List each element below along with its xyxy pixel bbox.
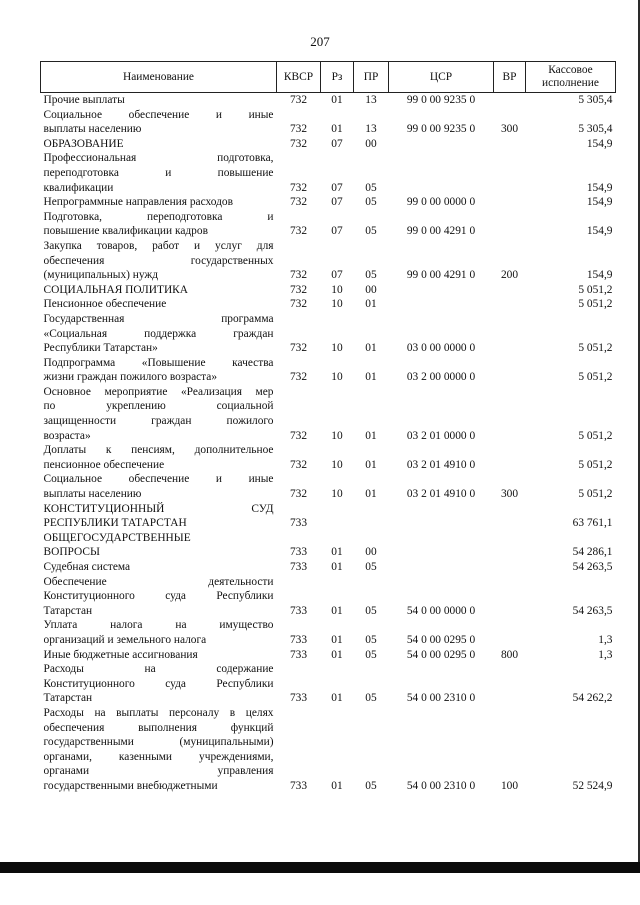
cell-sum: 5 051,2 xyxy=(578,488,613,501)
cell-kvsr: 732 xyxy=(289,269,308,282)
cell-vr xyxy=(494,297,526,312)
cell-sum: 154,9 xyxy=(586,269,613,282)
cell-csr: 03 2 01 4910 0 xyxy=(406,488,476,501)
cell-kvsr: 733 xyxy=(289,517,308,530)
cell-pr: 05 xyxy=(365,692,377,705)
table-row xyxy=(41,210,616,239)
cell-rz: 01 xyxy=(331,546,343,559)
cell-kvsr: 733 xyxy=(289,692,308,705)
cell-name-line: КОНСТИТУЦИОННЫЙ СУД xyxy=(43,502,274,515)
cell-kvsr: 732 xyxy=(289,488,308,501)
cell-vr: 300 xyxy=(500,123,519,136)
cell-name xyxy=(41,443,277,472)
cell-pr: 01 xyxy=(365,458,377,471)
cell-name xyxy=(41,618,277,647)
cell-name-line: квалификации xyxy=(43,181,114,194)
cell-name xyxy=(41,502,277,531)
cell-rz: 01 xyxy=(331,561,343,573)
cell-pr: 01 xyxy=(365,298,377,311)
cell-rz: 01 xyxy=(331,648,343,661)
cell-pr: 01 xyxy=(365,429,377,442)
cell-name-line: Социальное обеспечение и иные xyxy=(43,473,274,486)
cell-kvsr: 732 xyxy=(289,225,308,238)
header-csr: ЦСР xyxy=(389,62,494,93)
cell-csr xyxy=(389,502,494,531)
cell-vr xyxy=(494,385,526,443)
cell-csr: 54 0 00 0295 0 xyxy=(406,633,476,646)
cell-vr xyxy=(494,195,526,210)
cell-name-line: выплаты населению xyxy=(43,123,142,136)
cell-name xyxy=(41,239,277,283)
cell-name-line: ОБЩЕГОСУДАРСТВЕННЫЕ xyxy=(43,531,191,544)
cell-vr xyxy=(494,93,526,108)
table-row xyxy=(41,356,616,385)
cell-pr: 01 xyxy=(365,342,377,355)
cell-sum: 54 263,5 xyxy=(572,604,613,617)
cell-pr: 05 xyxy=(365,269,377,282)
cell-rz: 10 xyxy=(331,283,343,296)
table-row xyxy=(41,283,616,298)
cell-pr: 13 xyxy=(365,94,377,106)
table-row xyxy=(41,93,616,108)
cell-name-line: Расходы на выплаты персоналу в целях xyxy=(43,706,274,719)
cell-name-line: Судебная система xyxy=(43,561,131,573)
cell-name-line: Иные бюджетные ассигнования xyxy=(43,648,198,661)
cell-kvsr: 733 xyxy=(289,648,308,661)
cell-name xyxy=(41,93,277,108)
header-rz: Рз xyxy=(321,62,354,93)
table-row xyxy=(41,706,616,794)
header-vr: ВР xyxy=(494,62,526,93)
cell-name xyxy=(41,356,277,385)
cell-name-line: Татарстан xyxy=(43,604,93,617)
table-row xyxy=(41,239,616,283)
cell-pr: 05 xyxy=(365,561,377,573)
cell-csr: 99 0 00 4291 0 xyxy=(406,225,476,238)
table-row xyxy=(41,443,616,472)
cell-csr: 54 0 00 0000 0 xyxy=(406,604,476,617)
cell-rz: 10 xyxy=(331,342,343,355)
table-row xyxy=(41,648,616,663)
cell-vr xyxy=(494,575,526,619)
cell-name xyxy=(41,385,277,443)
header-name: Наименование xyxy=(41,62,277,93)
cell-name xyxy=(41,472,277,501)
cell-rz: 07 xyxy=(331,225,343,238)
cell-sum: 5 051,2 xyxy=(578,298,613,311)
cell-rz: 07 xyxy=(331,269,343,282)
cell-vr: 800 xyxy=(500,648,519,661)
cell-name xyxy=(41,706,277,794)
table-row xyxy=(41,151,616,195)
cell-rz: 10 xyxy=(331,488,343,501)
cell-pr: 05 xyxy=(365,604,377,617)
cell-vr: 100 xyxy=(500,779,519,792)
cell-name xyxy=(41,297,277,312)
cell-name-line: ОБРАЗОВАНИЕ xyxy=(43,137,124,150)
cell-sum: 63 761,1 xyxy=(572,517,613,530)
cell-rz: 01 xyxy=(331,779,343,792)
table-header xyxy=(41,62,616,93)
cell-csr xyxy=(389,297,494,312)
cell-csr: 54 0 00 2310 0 xyxy=(406,692,476,705)
cell-rz: 10 xyxy=(331,371,343,384)
cell-rz: 07 xyxy=(331,137,343,150)
cell-sum: 154,9 xyxy=(586,181,613,194)
cell-pr: 01 xyxy=(365,488,377,501)
cell-name-line: государственными (муниципальными) xyxy=(43,736,274,749)
cell-name xyxy=(41,195,277,210)
cell-sum: 54 286,1 xyxy=(572,546,613,559)
cell-name xyxy=(41,662,277,706)
cell-name-line: Конституционного суда Республики xyxy=(43,677,274,690)
table-row xyxy=(41,108,616,137)
cell-rz: 01 xyxy=(331,604,343,617)
cell-sum: 5 051,2 xyxy=(578,371,613,384)
cell-kvsr: 732 xyxy=(289,181,308,194)
cell-pr xyxy=(354,502,389,531)
cell-pr: 00 xyxy=(365,546,377,559)
cell-csr xyxy=(389,137,494,152)
table-row xyxy=(41,385,616,443)
table-row xyxy=(41,502,616,531)
cell-csr: 99 0 00 9235 0 xyxy=(406,123,476,136)
cell-csr xyxy=(389,283,494,298)
table-row xyxy=(41,312,616,356)
cell-rz xyxy=(321,502,354,531)
cell-vr xyxy=(494,502,526,531)
cell-csr: 54 0 00 2310 0 xyxy=(406,779,476,792)
cell-sum: 154,9 xyxy=(586,196,613,209)
cell-name-line: РЕСПУБЛИКИ ТАТАРСТАН xyxy=(43,517,187,530)
cell-kvsr: 732 xyxy=(289,123,308,136)
cell-name-line: Основное мероприятие «Реализация мер xyxy=(43,385,274,398)
table-row xyxy=(41,618,616,647)
cell-pr: 05 xyxy=(365,181,377,194)
cell-name-line: пенсионное обеспечение xyxy=(43,458,165,471)
cell-sum: 5 051,2 xyxy=(578,342,613,355)
cell-name xyxy=(41,137,277,152)
cell-name-line: Расходы на содержание xyxy=(43,663,274,676)
cell-name-line: Татарстан xyxy=(43,692,93,705)
cell-kvsr: 732 xyxy=(289,137,308,150)
cell-name-line: Профессиональная подготовка, xyxy=(43,152,274,165)
table-row xyxy=(41,472,616,501)
header-cash-execution-line2: исполнение xyxy=(542,77,599,89)
cell-kvsr: 732 xyxy=(289,94,308,106)
cell-csr: 54 0 00 0295 0 xyxy=(406,648,476,661)
cell-name-line: возраста» xyxy=(43,429,91,442)
cell-csr xyxy=(389,560,494,575)
cell-vr xyxy=(494,283,526,298)
cell-sum: 5 051,2 xyxy=(578,429,613,442)
cell-rz: 07 xyxy=(331,196,343,209)
table-row xyxy=(41,531,616,560)
cell-name-line: ВОПРОСЫ xyxy=(43,546,100,559)
cell-csr: 99 0 00 4291 0 xyxy=(406,269,476,282)
cell-vr: 300 xyxy=(500,488,519,501)
cell-name-line: Подпрограмма «Повышение качества xyxy=(43,356,274,369)
cell-name-line: Обеспечение деятельности xyxy=(43,575,274,588)
cell-csr xyxy=(389,151,494,195)
budget-table xyxy=(40,61,616,794)
cell-name-line: Доплаты к пенсиям, дополнительное xyxy=(43,444,274,457)
cell-kvsr: 732 xyxy=(289,283,308,296)
header-cash-execution xyxy=(526,62,616,93)
table-body xyxy=(41,93,616,794)
cell-rz: 01 xyxy=(331,123,343,136)
cell-vr xyxy=(494,210,526,239)
cell-pr: 00 xyxy=(365,137,377,150)
cell-name-line: Конституционного суда Республики xyxy=(43,590,274,603)
cell-name-line: Непрограммные направления расходов xyxy=(43,196,234,209)
cell-vr xyxy=(494,443,526,472)
cell-name xyxy=(41,648,277,663)
header-pr: ПР xyxy=(354,62,389,93)
cell-name xyxy=(41,108,277,137)
cell-name-line: обеспечения государственных xyxy=(43,254,274,267)
page-number: 207 xyxy=(310,34,330,49)
cell-sum: 1,3 xyxy=(598,633,613,646)
cell-name-line: Прочие выплаты xyxy=(43,94,125,106)
cell-name-line: Закупка товаров, работ и услуг для xyxy=(43,239,274,252)
cell-csr: 03 2 01 0000 0 xyxy=(406,429,476,442)
cell-name xyxy=(41,151,277,195)
table-row xyxy=(41,662,616,706)
cell-vr: 200 xyxy=(500,269,519,282)
table-row xyxy=(41,137,616,152)
cell-kvsr: 732 xyxy=(289,196,308,209)
table-row xyxy=(41,195,616,210)
cell-name-line: СОЦИАЛЬНАЯ ПОЛИТИКА xyxy=(43,283,189,296)
cell-name-line: (муниципальных) нужд xyxy=(43,269,159,282)
cell-rz: 10 xyxy=(331,429,343,442)
scan-border xyxy=(0,862,640,873)
cell-rz: 01 xyxy=(331,94,343,106)
cell-sum: 54 262,2 xyxy=(572,692,613,705)
header-cash-execution-line1: Кассовое xyxy=(548,64,593,76)
cell-rz: 01 xyxy=(331,692,343,705)
cell-vr xyxy=(494,312,526,356)
cell-kvsr: 732 xyxy=(289,342,308,355)
cell-csr: 03 2 00 0000 0 xyxy=(406,371,476,384)
cell-kvsr: 733 xyxy=(289,546,308,559)
cell-pr: 05 xyxy=(365,633,377,646)
cell-kvsr: 732 xyxy=(289,298,308,311)
cell-csr xyxy=(389,531,494,560)
cell-name-line: государственными внебюджетными xyxy=(43,779,218,792)
cell-vr xyxy=(494,560,526,575)
cell-vr xyxy=(494,356,526,385)
cell-name-line: Подготовка, переподготовка и xyxy=(43,210,274,223)
cell-kvsr: 732 xyxy=(289,371,308,384)
cell-name-line: переподготовка и повышение xyxy=(43,166,274,179)
cell-csr: 99 0 00 0000 0 xyxy=(406,196,476,209)
cell-vr xyxy=(494,662,526,706)
cell-name-line: выплаты населению xyxy=(43,488,142,501)
cell-vr xyxy=(494,531,526,560)
cell-name xyxy=(41,283,277,298)
cell-name-line: защищенности граждан пожилого xyxy=(43,415,274,428)
cell-name-line: «Социальная поддержка граждан xyxy=(43,327,274,340)
cell-sum: 154,9 xyxy=(586,137,613,150)
cell-rz: 07 xyxy=(331,181,343,194)
cell-pr: 05 xyxy=(365,196,377,209)
cell-kvsr: 733 xyxy=(289,604,308,617)
cell-name-line: по укреплению социальной xyxy=(43,400,274,413)
cell-sum: 5 305,4 xyxy=(578,94,613,106)
cell-name xyxy=(41,210,277,239)
cell-name-line: органами, казенными учреждениями, xyxy=(43,750,274,763)
cell-vr xyxy=(494,618,526,647)
cell-csr: 99 0 00 9235 0 xyxy=(406,94,476,106)
cell-kvsr: 733 xyxy=(289,561,308,573)
cell-pr: 05 xyxy=(365,648,377,661)
cell-rz: 01 xyxy=(331,633,343,646)
cell-pr: 01 xyxy=(365,371,377,384)
cell-name-line: органами управления xyxy=(43,765,274,778)
table-row xyxy=(41,560,616,575)
cell-name-line: Социальное обеспечение и иные xyxy=(43,108,274,121)
cell-csr: 03 2 01 4910 0 xyxy=(406,458,476,471)
cell-name-line: Государственная программа xyxy=(43,312,274,325)
cell-name-line: Республики Татарстан» xyxy=(43,342,158,355)
cell-sum: 54 263,5 xyxy=(572,561,613,573)
cell-name-line: Пенсионное обеспечение xyxy=(43,298,167,311)
table-row xyxy=(41,575,616,619)
cell-name-line: повышение квалификации кадров xyxy=(43,225,208,238)
cell-vr xyxy=(494,151,526,195)
header-kvsr: КВСР xyxy=(277,62,321,93)
cell-csr: 03 0 00 0000 0 xyxy=(406,342,476,355)
cell-rz: 10 xyxy=(331,458,343,471)
cell-kvsr: 732 xyxy=(289,458,308,471)
cell-pr: 13 xyxy=(365,123,377,136)
cell-sum: 154,9 xyxy=(586,225,613,238)
cell-name-line: обеспечения выполнения функций xyxy=(43,721,274,734)
cell-rz: 10 xyxy=(331,298,343,311)
cell-sum: 1,3 xyxy=(598,648,613,661)
cell-kvsr: 733 xyxy=(289,633,308,646)
cell-pr: 00 xyxy=(365,283,377,296)
cell-name-line: жизни граждан пожилого возраста» xyxy=(43,371,218,384)
cell-kvsr: 733 xyxy=(289,779,308,792)
cell-pr: 05 xyxy=(365,779,377,792)
cell-sum: 5 051,2 xyxy=(578,458,613,471)
cell-pr: 05 xyxy=(365,225,377,238)
cell-name xyxy=(41,575,277,619)
cell-sum: 52 524,9 xyxy=(572,779,613,792)
cell-name-line: Уплата налога на имущество xyxy=(43,619,274,632)
cell-kvsr: 732 xyxy=(289,429,308,442)
cell-name xyxy=(41,531,277,560)
cell-vr xyxy=(494,137,526,152)
table-row xyxy=(41,297,616,312)
cell-sum: 5 305,4 xyxy=(578,123,613,136)
cell-sum: 5 051,2 xyxy=(578,283,613,296)
cell-name-line: организаций и земельного налога xyxy=(43,633,207,646)
cell-name xyxy=(41,312,277,356)
cell-name xyxy=(41,560,277,575)
